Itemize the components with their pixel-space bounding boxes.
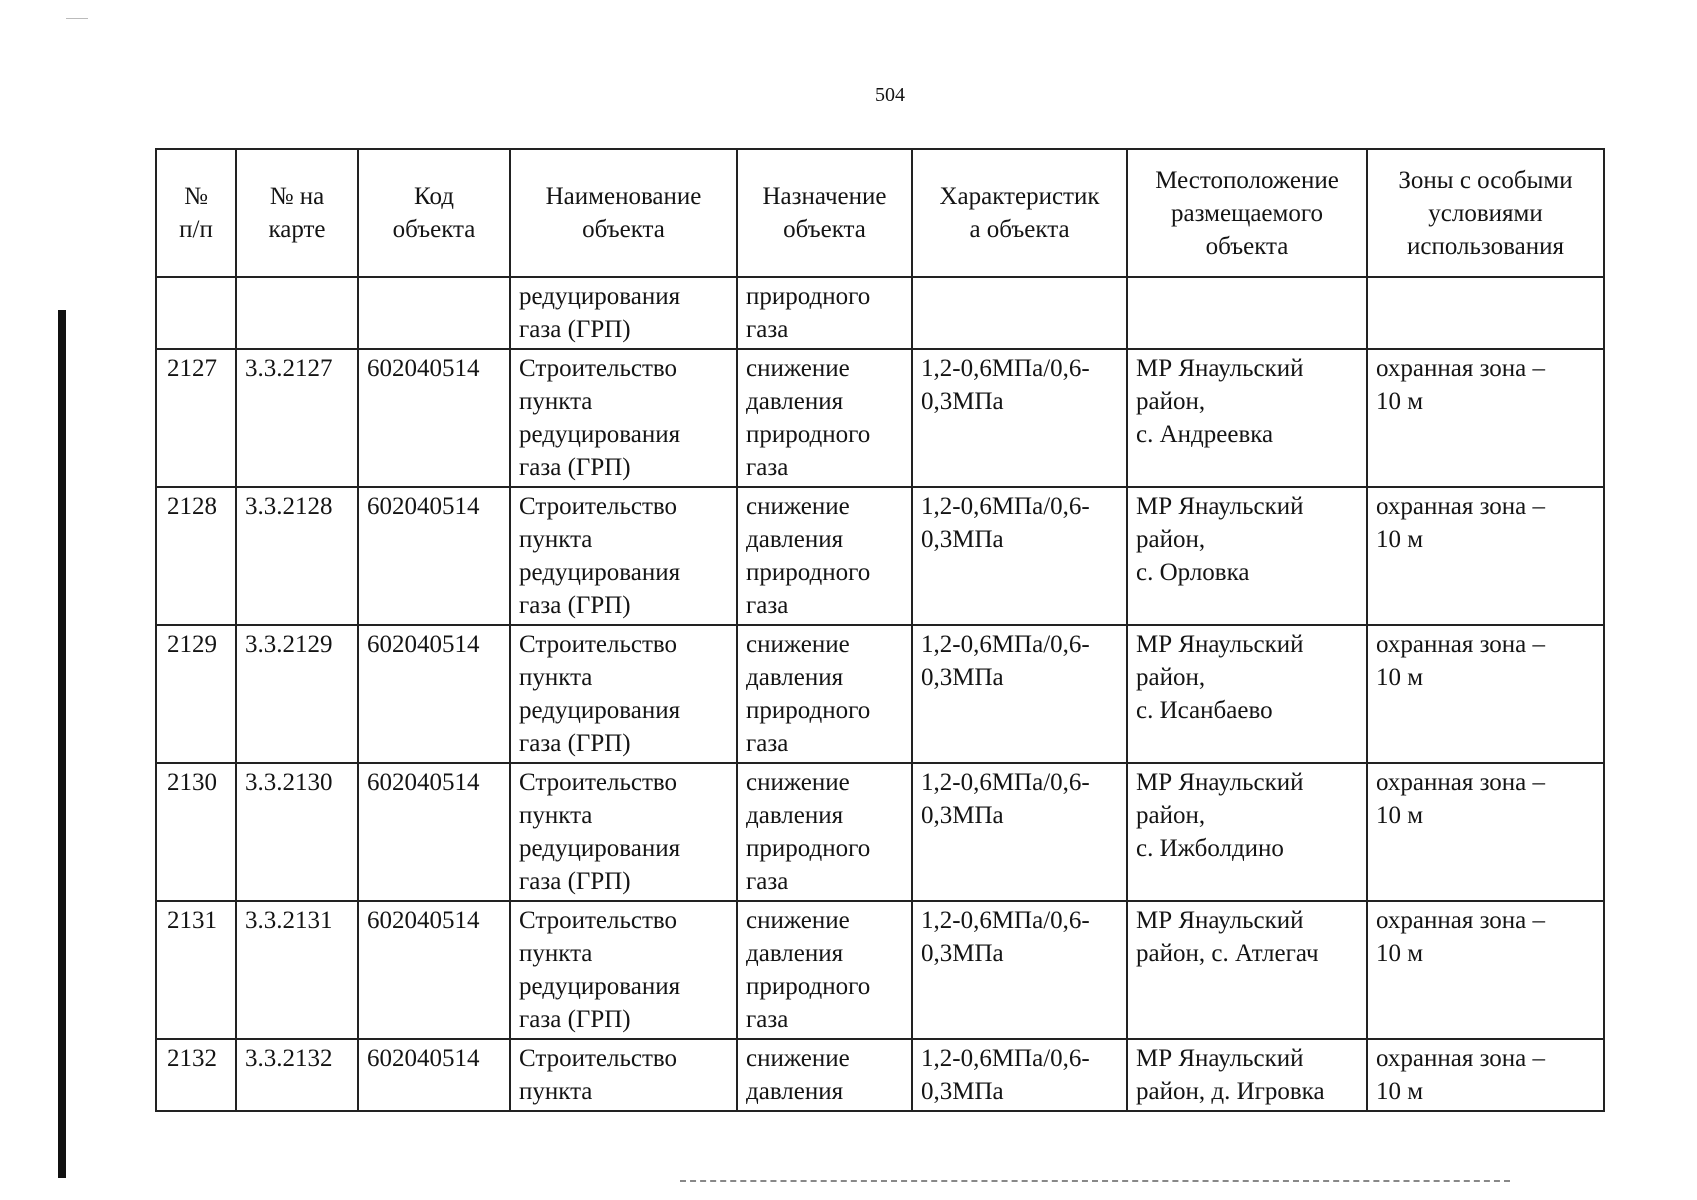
cell-object-code: 602040514 (358, 487, 510, 625)
cell-special-zones: охранная зона – 10 м (1367, 763, 1604, 901)
page-number: 504 (875, 84, 905, 106)
cell-object-characteristics: 1,2-0,6МПа/0,6- 0,3МПа (912, 901, 1127, 1039)
cell-object-purpose: природного газа (737, 277, 912, 349)
cell-object-name: Строительство пункта редуцирования газа (ГРП) (510, 349, 737, 487)
header-number: № п/п (156, 149, 236, 277)
cell-object-code: 602040514 (358, 349, 510, 487)
cell-map-number: 3.3.2129 (236, 625, 358, 763)
cell-object-characteristics: 1,2-0,6МПа/0,6- 0,3МПа (912, 763, 1127, 901)
header-object-name: Наименование объекта (510, 149, 737, 277)
cell-object-code: 602040514 (358, 1039, 510, 1111)
cell-map-number: 3.3.2132 (236, 1039, 358, 1111)
table-row (156, 487, 1604, 625)
scan-mark (66, 18, 88, 19)
header-map-number: № на карте (236, 149, 358, 277)
cell-number: 2129 (156, 625, 236, 763)
cell-object-location: МР Янаульский район, с. Ижболдино (1127, 763, 1367, 901)
cell-object-code: 602040514 (358, 901, 510, 1039)
cell-object-location: МР Янаульский район, д. Игровка (1127, 1039, 1367, 1111)
table-row (156, 763, 1604, 901)
cell-special-zones: охранная зона – 10 м (1367, 349, 1604, 487)
cell-object-purpose: снижение давления природного газа (737, 625, 912, 763)
cell-number: 2128 (156, 487, 236, 625)
cell-object-location: МР Янаульский район, с. Атлегач (1127, 901, 1367, 1039)
cell-object-purpose: снижение давления природного газа (737, 349, 912, 487)
cell-object-characteristics: 1,2-0,6МПа/0,6- 0,3МПа (912, 349, 1127, 487)
cell-map-number: 3.3.2131 (236, 901, 358, 1039)
cell-number: 2127 (156, 349, 236, 487)
cell-map-number (236, 277, 358, 349)
header-object-location: Местоположение размещаемого объекта (1127, 149, 1367, 277)
cell-object-name: редуцирования газа (ГРП) (510, 277, 737, 349)
cell-object-characteristics: 1,2-0,6МПа/0,6- 0,3МПа (912, 625, 1127, 763)
cell-object-location: МР Янаульский район, с. Андреевка (1127, 349, 1367, 487)
cell-object-name: Строительство пункта редуцирования газа (ГРП) (510, 625, 737, 763)
cell-object-name: Строительство пункта редуцирования газа (ГРП) (510, 901, 737, 1039)
table-row (156, 901, 1604, 1039)
cell-object-characteristics: 1,2-0,6МПа/0,6- 0,3МПа (912, 487, 1127, 625)
cell-number (156, 277, 236, 349)
header-object-characteristics: Характеристик а объекта (912, 149, 1127, 277)
cell-special-zones: охранная зона – 10 м (1367, 901, 1604, 1039)
cell-object-name: Строительство пункта редуцирования газа (ГРП) (510, 763, 737, 901)
table-row (156, 277, 1604, 349)
scan-edge-bar (58, 310, 66, 1178)
cell-special-zones: охранная зона – 10 м (1367, 487, 1604, 625)
cell-number: 2130 (156, 763, 236, 901)
cell-object-name: Строительство пункта (510, 1039, 737, 1111)
cell-map-number: 3.3.2130 (236, 763, 358, 901)
header-object-purpose: Назначение объекта (737, 149, 912, 277)
cell-number: 2131 (156, 901, 236, 1039)
cell-object-location: МР Янаульский район, с. Орловка (1127, 487, 1367, 625)
table-row (156, 349, 1604, 487)
cell-special-zones: охранная зона – 10 м (1367, 625, 1604, 763)
table-header-row (156, 149, 1604, 277)
cell-number: 2132 (156, 1039, 236, 1111)
cell-object-characteristics: 1,2-0,6МПа/0,6- 0,3МПа (912, 1039, 1127, 1111)
cell-object-purpose: снижение давления природного газа (737, 901, 912, 1039)
table-row (156, 1039, 1604, 1111)
table-row (156, 625, 1604, 763)
cell-map-number: 3.3.2128 (236, 487, 358, 625)
cell-special-zones: охранная зона – 10 м (1367, 1039, 1604, 1111)
cell-object-code: 602040514 (358, 763, 510, 901)
scan-bottom-line (680, 1180, 1510, 1182)
cell-map-number: 3.3.2127 (236, 349, 358, 487)
objects-table (155, 148, 1605, 1112)
cell-object-purpose: снижение давления природного газа (737, 487, 912, 625)
cell-object-location: МР Янаульский район, с. Исанбаево (1127, 625, 1367, 763)
cell-object-characteristics (912, 277, 1127, 349)
cell-special-zones (1367, 277, 1604, 349)
cell-object-purpose: снижение давления (737, 1039, 912, 1111)
cell-object-code (358, 277, 510, 349)
header-object-code: Код объекта (358, 149, 510, 277)
cell-object-purpose: снижение давления природного газа (737, 763, 912, 901)
cell-object-code: 602040514 (358, 625, 510, 763)
cell-object-name: Строительство пункта редуцирования газа (ГРП) (510, 487, 737, 625)
cell-object-location (1127, 277, 1367, 349)
header-special-zones: Зоны с особыми условиями использования (1367, 149, 1604, 277)
